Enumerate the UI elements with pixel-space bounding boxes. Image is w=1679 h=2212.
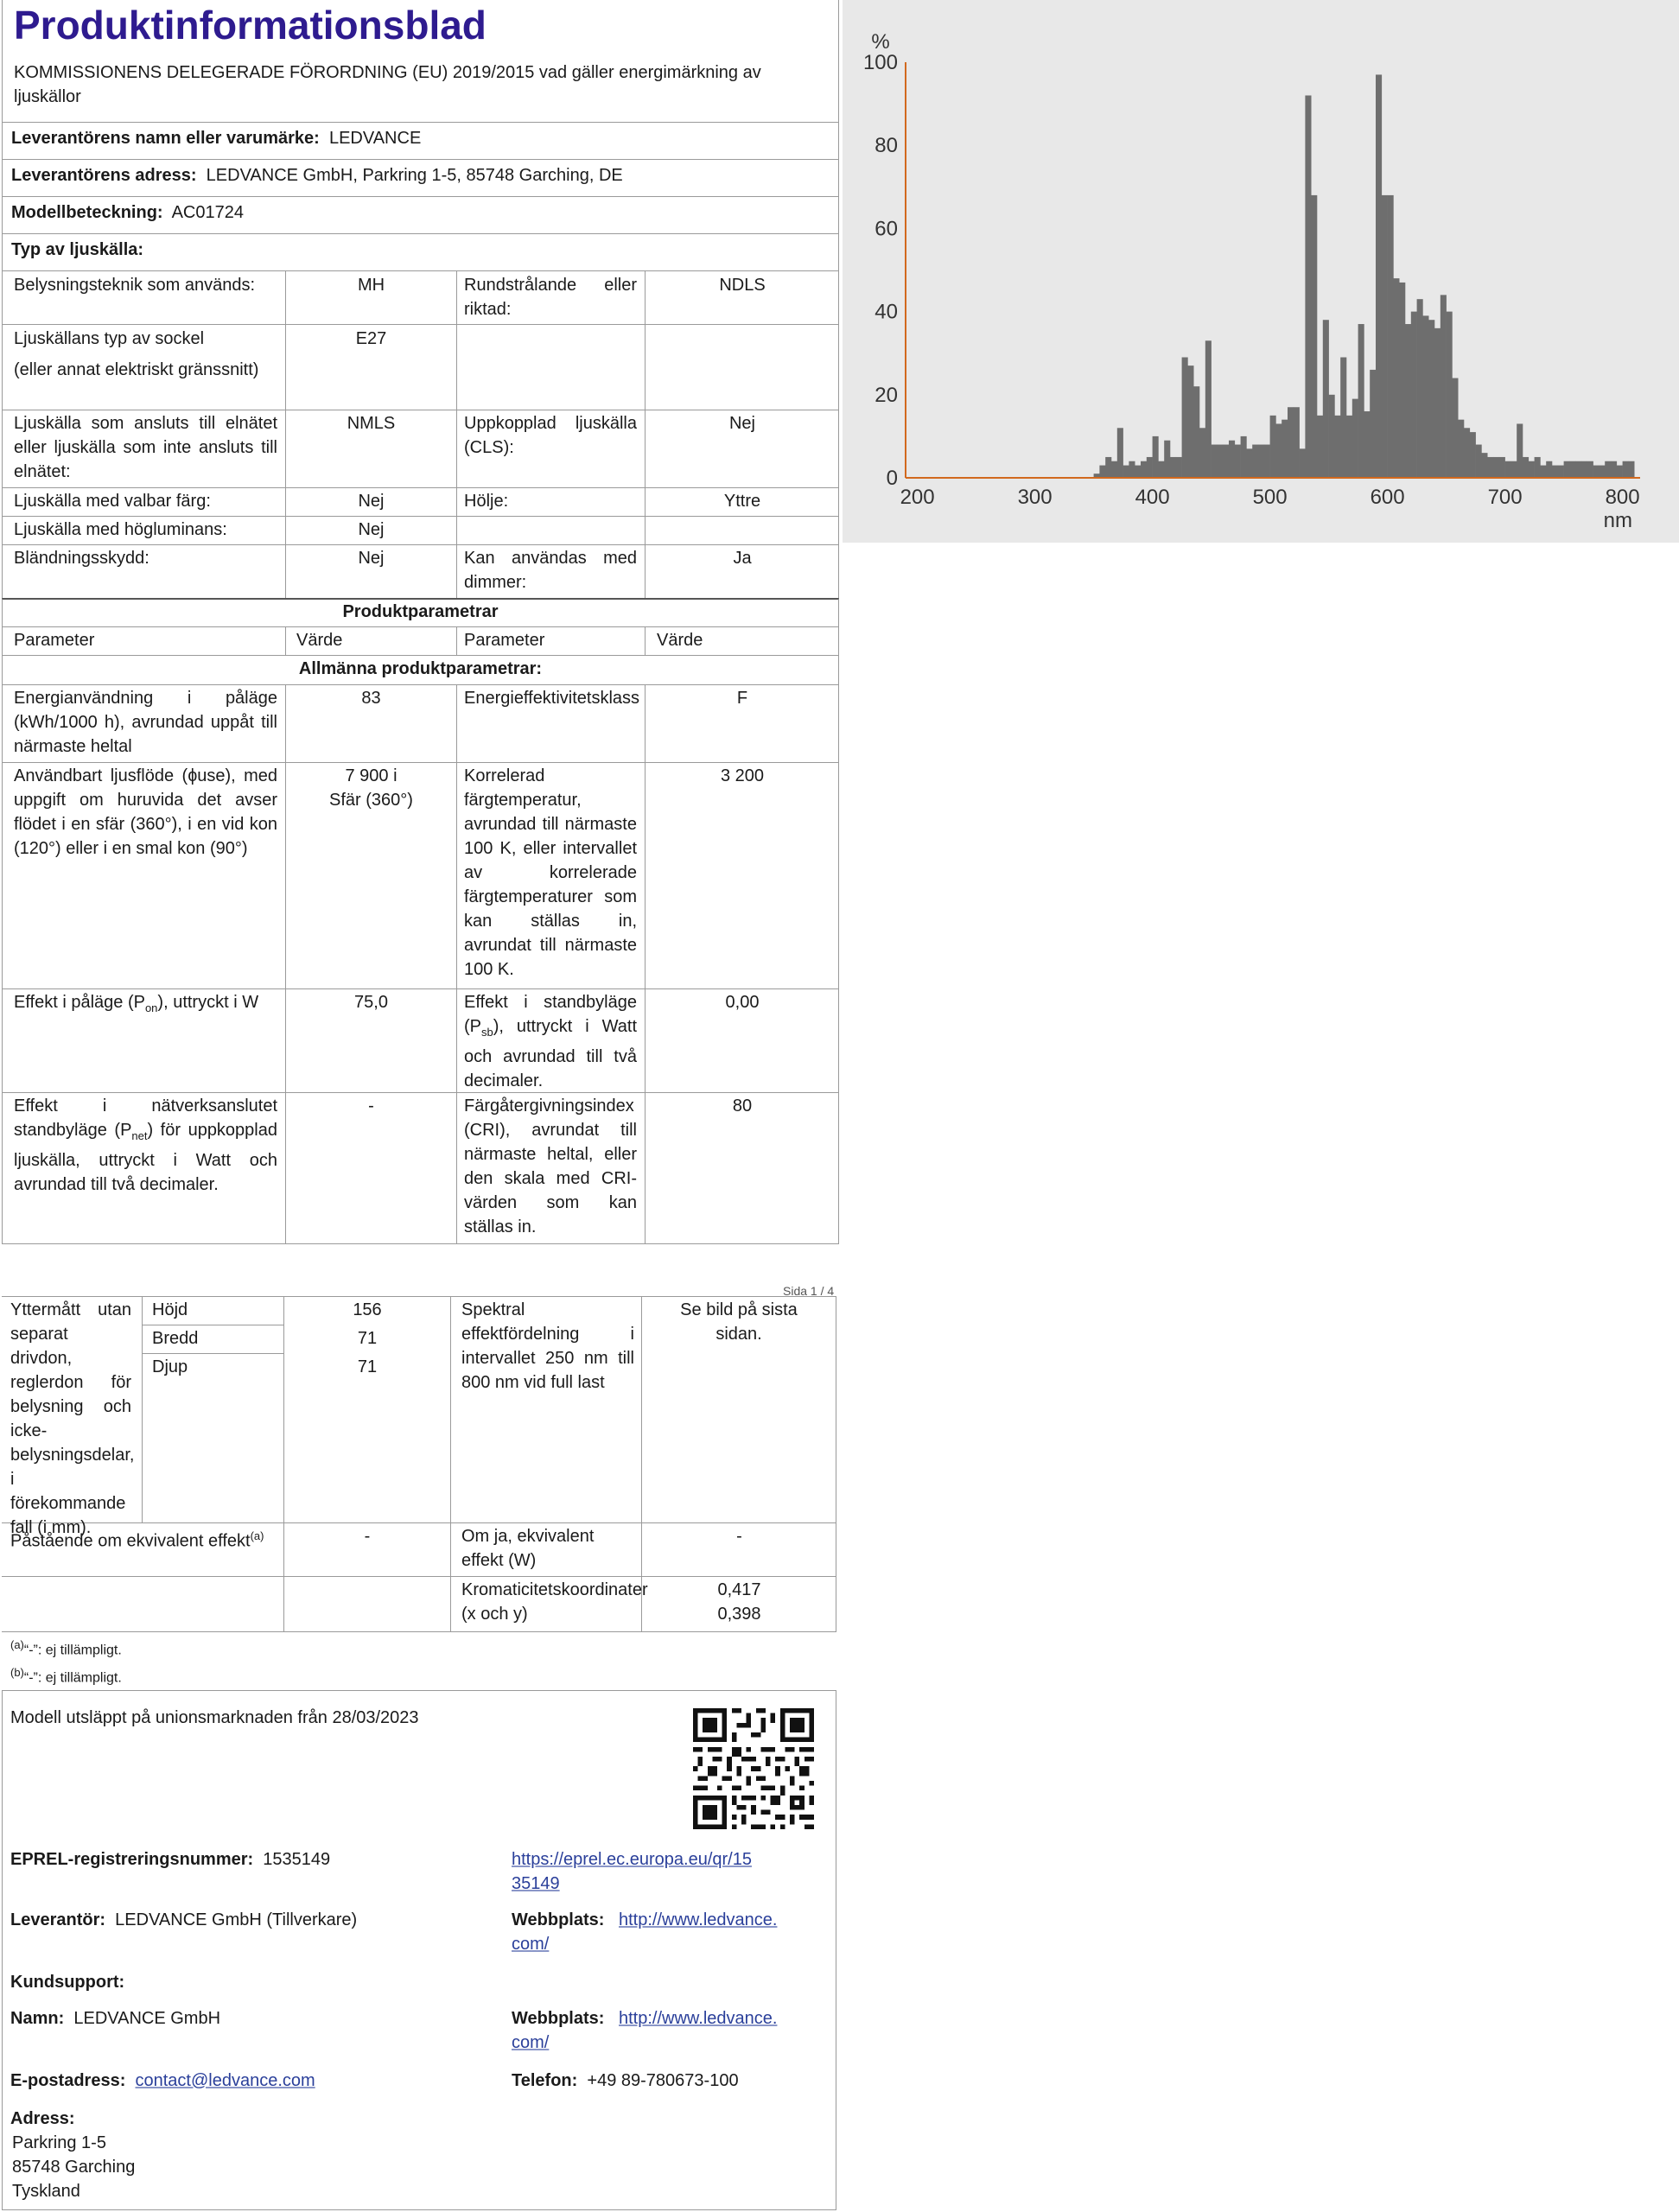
cls-label: Uppkopplad ljuskälla (CLS): [464,414,637,457]
email-link[interactable]: contact@ledvance.com [135,2071,315,2090]
spectrum-bar [1569,461,1575,478]
spectrum-bar [1441,295,1447,478]
supplier-row [2,122,839,160]
efficiency-class-label: Energieffektivitetsklass [464,689,640,708]
y-tick-label: 0 [886,467,898,490]
on-power-value: 75,0 [354,993,388,1012]
equivalent-power-claim-label: Påstående om ekvivalent effekt$^{(a)}$ [10,1529,264,1551]
chromaticity-y: 0,398 [717,1605,761,1624]
type-heading-row [2,233,839,271]
spectrum-bar [1476,445,1482,478]
phone-label: Telefon: [512,2071,578,2090]
x-tick-label: 500 [1252,486,1288,509]
customer-support-heading: Kundsupport: [10,1973,125,1992]
y-tick-label: 40 [874,300,898,324]
spectrum-bar [1370,370,1376,478]
height-value: 156 [353,1300,382,1319]
website-link[interactable]: http://www.ledvance. com/ [512,1910,778,1954]
spectrum-bar [1288,407,1294,478]
email-label: E-postadress: [10,2071,126,2090]
x-tick-label: 400 [1135,486,1170,509]
x-tick-label: 800 [1605,486,1640,509]
spectrum-bar [1581,461,1587,478]
address-line-2: 85748 Garching [12,2158,136,2177]
spectrum-bar [1434,328,1441,478]
spectrum-bar [1575,461,1581,478]
spectrum-bar [1605,461,1611,478]
spectrum-bar [1393,278,1399,478]
spectrum-bar [1193,386,1199,478]
energy-label: Energianvändning i påläge (kWh/1000 h), avrundad uppåt till närmaste heltal [14,689,277,756]
spectrum-bar [1158,461,1164,478]
mains-value: NMLS [347,414,396,433]
spectrum-bar [1099,466,1105,478]
equivalent-power-value: - [736,1527,742,1546]
spectrum-bar [1275,423,1282,478]
flux-value-a: 7 900 i [345,766,397,785]
spectrum-bar [1540,466,1546,478]
website-label: Webbplats: [512,1910,605,1929]
spectrum-bars [1094,74,1635,478]
spectrum-bar [1422,315,1428,478]
supplier-contact-label: Leverantör: [10,1910,106,1929]
footnote-a: $^{(a)}$“-”: ej tillämpligt. [10,1638,122,1658]
spectrum-bar [1382,195,1388,478]
spectrum-bar [1405,324,1411,478]
spectral-label: Spektral effektfördelning i intervallet 250 nm till 800 nm vid full last [461,1300,634,1392]
spectrum-bar [1593,466,1600,478]
address-line-3: Tyskland [12,2182,80,2201]
width-value: 71 [357,1329,378,1348]
spectrum-bar [1388,195,1394,478]
depth-value: 71 [357,1357,378,1376]
col-header-value: Värde [296,631,343,650]
spectrum-bar [1617,466,1623,478]
spectrum-bar [1129,461,1135,478]
col-header-value2: Värde [657,631,703,650]
eprel-link[interactable]: https://eprel.ec.europa.eu/qr/15 35149 [512,1850,752,1893]
cri-value: 80 [732,1096,753,1116]
highlum-label: Ljuskälla med högluminans: [14,520,227,539]
spectrum-bar [1358,324,1364,478]
y-tick-label: 80 [874,134,898,158]
colour-label: Ljuskälla med valbar färg: [14,492,211,511]
spectrum-bar [1411,312,1417,478]
y-tick-label: 20 [874,383,898,407]
phone-row [512,2069,739,2093]
eprel-label: EPREL-registreringsnummer: [10,1850,254,1869]
spectrum-bar [1364,411,1370,478]
envelope-value: Yttre [723,492,761,511]
highlum-value: Nej [358,520,385,539]
x-tick-label: 200 [900,486,935,509]
dimensions-label: Yttermått utan separat drivdon, reglerdon för belysning och icke-belysningsdelar, i förekommande fall (i mm). [10,1300,135,1537]
support-website-label: Webbplats: [512,2009,605,2028]
spectrum-bar [1258,445,1264,478]
support-name-value: LEDVANCE GmbH [73,2009,221,2028]
network-standby-label: Effekt i nätverksanslutet standbyläge $(P_{net})$ för uppkopplad ljuskälla, uttryckt i Watt och avrundad till två decimaler. [14,1096,277,1194]
spectrum-bar [1235,445,1241,478]
spectrum-bar [1481,453,1487,478]
supplier-value: LEDVANCE [328,129,422,148]
regulation-text: KOMMISSIONENS DELEGERADE FÖRORDNING (EU) 2019/2015 vad gäller energimärkning av ljuskällor [14,63,761,106]
height-label: Höjd [152,1300,188,1319]
equivalent-power-claim-value: - [364,1527,371,1546]
support-name-row [10,2006,220,2031]
eprel-row [10,1847,330,1872]
colour-value: Nej [358,492,385,511]
spectrum-bar [1141,461,1147,478]
socket-value: E27 [355,329,387,348]
spectrum-bar [1147,457,1153,478]
spectrum-bar [1623,461,1629,478]
type-heading: Typ av ljuskälla: [11,240,144,259]
general-params-heading: Allmänna produktparametrar: [298,659,543,678]
spectrum-bar [1611,461,1617,478]
cct-label: Korrelerad färgtemperatur, avrundad till närmaste 100 K, eller intervallet av korrelerade färgtemperaturer som kan ställas in, avrundat till närmaste 100 K. [464,766,637,979]
page-indicator: Sida 1 / 4 [783,1284,835,1298]
spectrum-bar [1523,457,1529,478]
chromaticity-label: Kromaticitetskoordinater (x och y) [461,1580,648,1624]
spectrum-bar [1464,428,1470,478]
y-tick-label: 100 [862,51,898,74]
glare-label: Bländningsskydd: [14,549,149,568]
spectrum-bar [1346,416,1352,478]
spectrum-bar [1223,445,1229,478]
spectrum-bar [1546,461,1552,478]
y-tick-label: 60 [874,217,898,241]
y-ticks [863,51,898,490]
x-ticks [900,486,1640,509]
product-params-heading: Produktparametrar [342,602,499,621]
equivalent-power-label: Om ja, ekvivalent effekt (W) [461,1527,595,1570]
tech-value: MH [357,276,385,295]
footnote-b: $^{(b)}$“-”: ej tillämpligt. [10,1666,122,1686]
spectrum-bar [1340,358,1346,478]
dimmer-label: Kan användas med dimmer: [464,549,637,592]
spectrum-bar [1270,416,1276,478]
page-title: Produktinformationsblad [14,3,487,48]
spectrum-bar [1176,457,1182,478]
spectrum-bar [1305,95,1311,478]
spectrum-bar [1470,432,1476,478]
support-website-link[interactable]: http://www.ledvance. com/ [512,2009,778,2052]
x-tick-label: 600 [1370,486,1405,509]
col-header-param: Parameter [14,631,95,650]
spectrum-bar [1552,466,1558,478]
spectrum-bar [1493,457,1499,478]
energy-value: 83 [361,689,381,708]
dimmer-value: Ja [733,549,752,568]
spectrum-bar [1399,283,1405,478]
network-standby-value: - [368,1096,374,1116]
spectrum-bar [1535,457,1541,478]
spectrum-bar [1334,416,1340,478]
mains-label: Ljuskälla som ansluts till elnätet eller ljuskälla som inte ansluts till elnätet: [14,414,277,481]
spectrum-bar [1376,74,1382,478]
spectrum-bar [1417,299,1423,478]
tech-label: Belysningsteknik som används: [14,276,256,295]
supplier-contact-row [10,1908,357,1932]
x-axis-label: nm [1603,509,1632,532]
spectrum-bar [1187,365,1193,478]
socket-label-b: (eller annat elektriskt gränssnitt) [14,360,259,379]
address-line-1: Parkring 1-5 [12,2133,106,2152]
spectrum-bar [1117,428,1123,478]
spectrum-bar [1199,428,1205,478]
release-date-text: Modell utsläppt på unionsmarknaden från 28/03/2023 [10,1708,419,1727]
spectrum-bar [1164,441,1170,478]
flux-label: Användbart ljusflöde (ɸuse), med uppgift om huruvida det avser flödet i en sfär (360°), i en vid kon (120°) eller i en smal kon (90°) [14,766,277,858]
spectrum-bar [1229,441,1235,478]
col-header-param2: Parameter [464,631,545,650]
cls-value: Nej [728,414,755,433]
spectrum-bar [1153,436,1159,478]
cri-label: Färgåtergivningsindex (CRI), avrundat till närmaste heltal, eller den skala med CRI-värden som kan ställas in. [464,1096,637,1236]
spectrum-bar [1529,461,1535,478]
spectrum-bar [1170,457,1176,478]
spectrum-bar [1352,399,1358,478]
envelope-label: Hölje: [464,492,509,511]
spectrum-bar [1628,461,1634,478]
spectrum-bar [1205,340,1212,478]
spectrum-bar [1317,416,1323,478]
phone-value: +49 89-780673-100 [587,2071,739,2090]
qr-code [693,1708,814,1829]
spectrum-bar [1246,448,1252,478]
support-name-label: Namn: [10,2009,65,2028]
y-axis-label: % [871,30,890,54]
model-row [2,196,839,234]
spectrum-bar [1212,445,1218,478]
spectrum-bar [1428,320,1434,478]
spectrum-bar [1217,445,1223,478]
direction-value: NDLS [719,276,766,295]
socket-label: Ljuskällans typ av sockel [14,329,205,348]
on-power-label: Effekt i påläge $(P_{on})$, uttryckt i W [14,993,259,1014]
spectrum-bar [1323,320,1329,478]
x-tick-label: 700 [1487,486,1523,509]
spectrum-bar [1264,445,1270,478]
depth-label: Djup [152,1357,188,1376]
spectrum-bar [1487,457,1493,478]
spectrum-bar [1123,466,1129,478]
spectrum-bar [1458,420,1464,478]
glare-value: Nej [358,549,385,568]
standby-label: Effekt i standbyläge $(P_{sb})$, uttryckt i Watt och avrundad till två decimaler. [464,993,637,1090]
spectrum-bar [1564,461,1570,478]
spectrum-bar [1311,195,1317,478]
spectrum-bar [1111,461,1117,478]
supplier-label: Leverantörens namn eller varumärke: [11,129,320,148]
spectrum-bar [1505,461,1511,478]
spectrum-bar [1499,457,1505,478]
spectrum-bar [1282,420,1288,478]
spectrum-bar [1182,358,1188,478]
supplier-contact-value: LEDVANCE GmbH (Tillverkare) [115,1910,358,1929]
model-label: Modellbeteckning: [11,203,163,222]
chromaticity-x: 0,417 [717,1580,761,1599]
address-value: LEDVANCE GmbH, Parkring 1-5, 85748 Garching, DE [206,166,623,185]
direction-label: Rundstrålande eller riktad: [464,276,637,319]
spectrum-bar [1329,395,1335,478]
width-label: Bredd [152,1329,199,1348]
address-heading: Adress: [10,2109,75,2128]
spectrum-bar [1135,466,1141,478]
spectrum-bar [1252,445,1258,478]
cct-value: 3 200 [720,766,765,785]
efficiency-class-value: F [736,689,748,708]
spectrum-bar [1599,466,1605,478]
spectrum-bar [1300,448,1306,478]
address-row [2,159,839,197]
address-label: Leverantörens adress: [11,166,197,185]
standby-value: 0,00 [725,993,760,1012]
x-tick-label: 300 [1017,486,1053,509]
spectrum-bar [1510,461,1517,478]
email-row [10,2069,315,2093]
spectrum-bar [1105,457,1111,478]
flux-value-b: Sfär (360°) [329,791,413,810]
eprel-value: 1535149 [263,1850,331,1869]
spectral-value: Se bild på sista sidan. [680,1300,798,1344]
spectrum-bar [1558,466,1564,478]
spectrum-chart [843,0,1679,543]
model-value: AC01724 [171,203,244,222]
spectrum-bar [1517,423,1523,478]
spectrum-bar [1241,436,1247,478]
spectrum-bar [1447,312,1453,478]
spectrum-bar [1294,407,1300,478]
spectrum-bar [1587,461,1593,478]
spectrum-bar [1452,378,1458,478]
